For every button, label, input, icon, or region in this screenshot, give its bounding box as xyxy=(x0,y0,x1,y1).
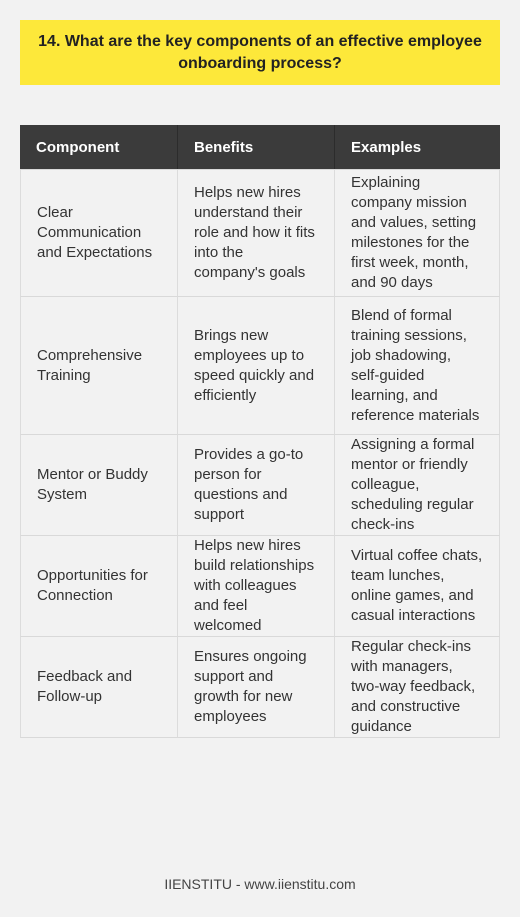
page-title: 14. What are the key components of an effective employee onboarding process? xyxy=(38,32,482,72)
header-benefits: Benefits xyxy=(177,125,334,169)
table-row xyxy=(20,636,500,738)
cell-component: Clear Communication and Expectations xyxy=(20,169,177,296)
title-banner xyxy=(20,20,500,85)
cell-component: Comprehensive Training xyxy=(20,296,177,434)
cell-examples: Regular check-ins with managers, two-way feedback, and constructive guidance xyxy=(334,636,500,738)
cell-examples: Blend of formal training sessions, job shadowing, self-guided learning, and reference materials xyxy=(334,296,500,434)
components-table xyxy=(20,125,500,738)
cell-component: Feedback and Follow-up xyxy=(20,636,177,738)
cell-benefits: Helps new hires build relationships with colleagues and feel welcomed xyxy=(177,535,334,636)
cell-benefits: Brings new employees up to speed quickly and efficiently xyxy=(177,296,334,434)
cell-component: Mentor or Buddy System xyxy=(20,434,177,535)
cell-benefits: Helps new hires understand their role and how it fits into the company's goals xyxy=(177,169,334,296)
table-row xyxy=(20,169,500,296)
components-table-container xyxy=(20,125,500,738)
header-examples: Examples xyxy=(334,125,500,169)
cell-benefits: Provides a go-to person for questions and support xyxy=(177,434,334,535)
cell-benefits: Ensures ongoing support and growth for new employees xyxy=(177,636,334,738)
header-component: Component xyxy=(20,125,177,169)
table-row xyxy=(20,434,500,535)
table-row xyxy=(20,296,500,434)
table-header-row xyxy=(20,125,500,169)
cell-component: Opportunities for Connection xyxy=(20,535,177,636)
cell-examples: Virtual coffee chats, team lunches, online games, and casual interactions xyxy=(334,535,500,636)
footer-credit: IIENSTITU - www.iienstitu.com xyxy=(164,876,356,892)
table-row xyxy=(20,535,500,636)
cell-examples: Explaining company mission and values, setting milestones for the first week, month, and 90 days xyxy=(334,169,500,296)
cell-examples: Assigning a formal mentor or friendly colleague, scheduling regular check-ins xyxy=(334,434,500,535)
